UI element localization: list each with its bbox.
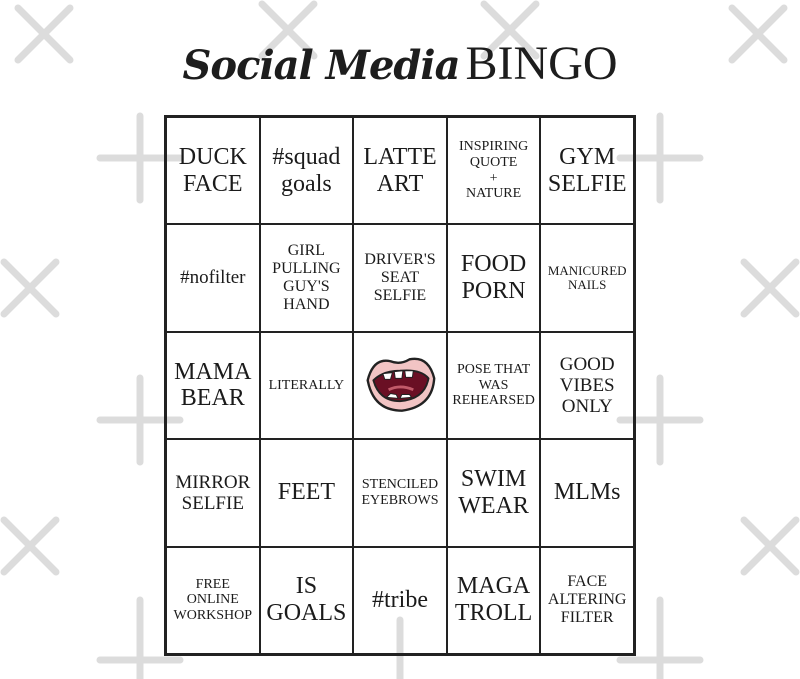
bingo-cell-label: DRIVER'S SEAT SELFIE bbox=[364, 251, 436, 305]
bingo-cell[interactable] bbox=[540, 332, 634, 439]
bingo-cell[interactable] bbox=[447, 224, 541, 331]
bingo-cell[interactable] bbox=[353, 224, 447, 331]
bingo-cell[interactable] bbox=[447, 439, 541, 546]
bingo-cell[interactable] bbox=[353, 439, 447, 546]
bingo-cell-free-space[interactable] bbox=[353, 332, 447, 439]
bingo-cell-label: FREE ONLINE WORKSHOP bbox=[173, 576, 253, 624]
bingo-cell[interactable] bbox=[166, 332, 260, 439]
bingo-cell-label: FOOD PORN bbox=[460, 251, 527, 305]
open-mouth-icon bbox=[362, 351, 438, 419]
page-title bbox=[0, 36, 800, 96]
bingo-cell[interactable] bbox=[166, 117, 260, 224]
bingo-cell[interactable] bbox=[540, 224, 634, 331]
bingo-cell[interactable] bbox=[447, 332, 541, 439]
bingo-cell-label: #nofilter bbox=[180, 267, 246, 289]
bingo-cell[interactable] bbox=[260, 117, 354, 224]
bingo-cell[interactable] bbox=[166, 224, 260, 331]
bingo-cell-label: FEET bbox=[277, 479, 336, 506]
bingo-cell-label: LITERALLY bbox=[268, 377, 345, 393]
title-bingo: BINGO bbox=[465, 37, 618, 90]
bingo-cell-label: #tribe bbox=[372, 586, 428, 613]
bingo-cell[interactable] bbox=[353, 117, 447, 224]
bingo-cell-label: LATTE ART bbox=[363, 143, 437, 197]
bingo-cell-label: GYM SELFIE bbox=[547, 143, 627, 197]
bingo-cell-label: GIRL PULLING GUY'S HAND bbox=[272, 242, 341, 313]
bingo-cell-label: GOOD VIBES ONLY bbox=[559, 353, 615, 418]
bingo-cell-label: STENCILED EYEBROWS bbox=[361, 477, 439, 508]
bingo-cell-label: #squad goals bbox=[272, 143, 341, 197]
bingo-cell[interactable] bbox=[540, 117, 634, 224]
bingo-cell-label: FACE ALTERING FILTER bbox=[547, 573, 627, 627]
bingo-cell[interactable] bbox=[260, 439, 354, 546]
bingo-cell-label: MAMA BEAR bbox=[174, 358, 252, 412]
bingo-cell-label: MIRROR SELFIE bbox=[175, 471, 251, 514]
title-social-media: Social Media bbox=[182, 42, 460, 89]
bingo-cell-label: SWIM WEAR bbox=[458, 466, 529, 519]
bingo-cell[interactable] bbox=[260, 332, 354, 439]
bingo-cell[interactable] bbox=[260, 547, 354, 654]
bingo-cell[interactable] bbox=[166, 439, 260, 546]
bingo-cell-label: DUCK FACE bbox=[178, 143, 247, 197]
bingo-cell[interactable] bbox=[260, 224, 354, 331]
bingo-cell[interactable] bbox=[540, 439, 634, 546]
bingo-cell[interactable] bbox=[447, 547, 541, 654]
bingo-cell-label: IS GOALS bbox=[266, 573, 347, 627]
bingo-cell-label: MAGA TROLL bbox=[454, 573, 533, 627]
bingo-cell[interactable] bbox=[540, 547, 634, 654]
bingo-cell-label: INSPIRING QUOTE + NATURE bbox=[458, 139, 529, 202]
bingo-board bbox=[164, 115, 636, 656]
bingo-cell-label: MLMs bbox=[553, 479, 621, 506]
bingo-cell[interactable] bbox=[447, 117, 541, 224]
bingo-cell-label: MANICURED NAILS bbox=[547, 262, 627, 293]
bingo-cell[interactable] bbox=[166, 547, 260, 654]
bingo-cell[interactable] bbox=[353, 547, 447, 654]
bingo-cell-label: POSE THAT WAS REHEARSED bbox=[452, 361, 535, 409]
